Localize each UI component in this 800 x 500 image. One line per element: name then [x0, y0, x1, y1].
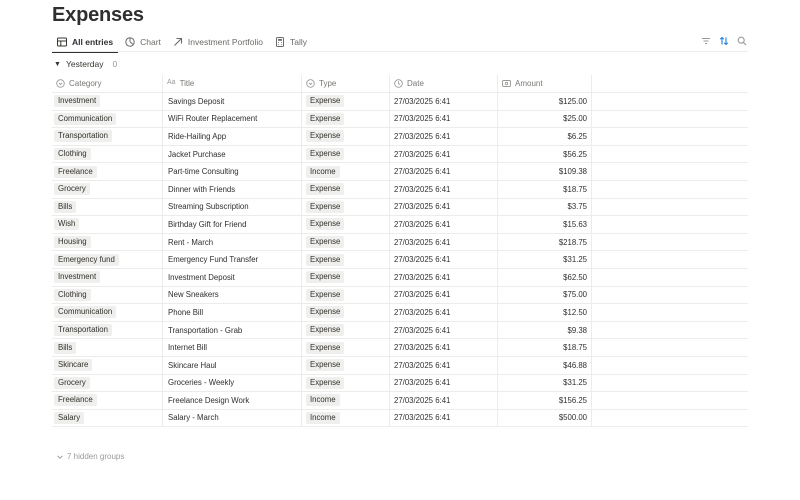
tab-all-entries[interactable] — [52, 32, 118, 52]
cell-date[interactable] — [390, 392, 498, 409]
type-tag: Expense — [306, 342, 344, 354]
category-tag: Grocery — [54, 183, 90, 195]
entries-table — [52, 75, 748, 427]
category-tag: Skincare — [54, 359, 92, 371]
type-tag: Expense — [306, 254, 344, 266]
title-text: WiFi Router Replacement — [168, 114, 258, 124]
category-tag: Clothing — [54, 148, 91, 160]
cell-date[interactable] — [390, 410, 498, 427]
date-text: 27/03/2025 6:41 — [394, 272, 451, 282]
cell-title[interactable] — [163, 93, 302, 110]
type-tag: Expense — [306, 377, 344, 389]
table-header — [52, 75, 748, 93]
amount-text: $31.25 — [563, 255, 587, 265]
table-row[interactable] — [52, 111, 748, 129]
cell-date[interactable] — [390, 216, 498, 233]
cell-empty[interactable] — [592, 375, 748, 392]
cell-type[interactable] — [302, 216, 390, 233]
date-text: 27/03/2025 6:41 — [394, 114, 451, 124]
cell-type[interactable] — [302, 234, 390, 251]
date-text: 27/03/2025 6:41 — [394, 413, 451, 423]
category-tag: Freelance — [54, 166, 97, 178]
cell-amount[interactable] — [498, 128, 592, 145]
category-tag: Communication — [54, 113, 116, 125]
table-row[interactable] — [52, 322, 748, 340]
table-row[interactable] — [52, 339, 748, 357]
cell-empty[interactable] — [592, 234, 748, 251]
cell-title[interactable] — [163, 287, 302, 304]
cell-empty[interactable] — [592, 111, 748, 128]
column-label: Category — [69, 79, 102, 88]
column-label: Type — [319, 79, 337, 88]
cell-category[interactable] — [52, 216, 163, 233]
amount-text: $3.75 — [567, 202, 587, 212]
cell-empty[interactable] — [592, 269, 748, 286]
cell-empty[interactable] — [592, 304, 748, 321]
cell-empty[interactable] — [592, 357, 748, 374]
title-text: Savings Deposit — [168, 96, 225, 106]
cell-title[interactable] — [163, 375, 302, 392]
arrow-up-right-icon — [173, 37, 183, 47]
cell-title[interactable] — [163, 392, 302, 409]
cell-type[interactable] — [302, 322, 390, 339]
amount-text: $62.50 — [563, 272, 587, 282]
cell-amount[interactable] — [498, 251, 592, 268]
date-text: 27/03/2025 6:41 — [394, 202, 451, 212]
cell-category[interactable] — [52, 357, 163, 374]
tab-tally[interactable] — [270, 32, 312, 52]
type-tag: Expense — [306, 148, 344, 160]
select-icon — [306, 79, 315, 88]
cell-title[interactable] — [163, 216, 302, 233]
cell-date[interactable] — [390, 128, 498, 145]
date-text: 27/03/2025 6:41 — [394, 360, 451, 370]
cell-date[interactable] — [390, 181, 498, 198]
cell-category[interactable] — [52, 392, 163, 409]
cell-category[interactable] — [52, 375, 163, 392]
view-toolbar — [700, 35, 748, 47]
amount-text: $156.25 — [558, 395, 587, 405]
cell-date[interactable] — [390, 339, 498, 356]
date-text: 27/03/2025 6:41 — [394, 219, 451, 229]
cell-amount[interactable] — [498, 199, 592, 216]
type-tag: Expense — [306, 359, 344, 371]
title-text: Emergency Fund Transfer — [168, 255, 259, 265]
amount-text: $25.00 — [563, 114, 587, 124]
title-text: Groceries - Weekly — [168, 378, 235, 388]
cell-amount[interactable] — [498, 357, 592, 374]
cell-type[interactable] — [302, 163, 390, 180]
cell-empty[interactable] — [592, 181, 748, 198]
cell-date[interactable] — [390, 269, 498, 286]
tab-label: Chart — [140, 37, 161, 47]
tab-chart[interactable] — [120, 32, 166, 52]
date-text: 27/03/2025 6:41 — [394, 343, 451, 353]
type-tag: Expense — [306, 218, 344, 230]
table-row[interactable] — [52, 199, 748, 217]
sort-icon[interactable] — [718, 35, 730, 47]
table-icon — [57, 37, 67, 47]
cell-category[interactable] — [52, 128, 163, 145]
title-text: Birthday Gift for Friend — [168, 219, 247, 229]
cell-category[interactable] — [52, 163, 163, 180]
cell-title[interactable] — [163, 322, 302, 339]
amount-text: $12.50 — [563, 307, 587, 317]
cell-amount[interactable] — [498, 392, 592, 409]
cell-title[interactable] — [163, 410, 302, 427]
category-tag: Emergency fund — [54, 254, 119, 266]
column-label: Amount — [515, 79, 543, 88]
title-text: Part-time Consulting — [168, 167, 239, 177]
cell-type[interactable] — [302, 146, 390, 163]
cell-type[interactable] — [302, 392, 390, 409]
cell-type[interactable] — [302, 304, 390, 321]
type-tag: Expense — [306, 289, 344, 301]
cell-amount[interactable] — [498, 163, 592, 180]
cell-amount[interactable] — [498, 304, 592, 321]
cell-type[interactable] — [302, 375, 390, 392]
cell-date[interactable] — [390, 163, 498, 180]
cell-amount[interactable] — [498, 181, 592, 198]
title-text: Rent - March — [168, 237, 214, 247]
table-row[interactable] — [52, 146, 748, 164]
cell-title[interactable] — [163, 357, 302, 374]
column-header-amount[interactable] — [498, 75, 592, 92]
title-text: Internet Bill — [168, 343, 208, 353]
tab-label: All entries — [72, 37, 114, 47]
cell-type[interactable] — [302, 269, 390, 286]
filter-icon[interactable] — [700, 35, 712, 47]
category-tag: Investment — [54, 271, 100, 283]
cell-type[interactable] — [302, 111, 390, 128]
cell-empty[interactable] — [592, 410, 748, 427]
caret-down-icon[interactable]: ▼ — [54, 60, 61, 68]
category-tag: Salary — [54, 412, 84, 424]
amount-text: $31.25 — [563, 378, 587, 388]
table-row[interactable] — [52, 216, 748, 234]
table-row[interactable] — [52, 269, 748, 287]
hidden-groups-label: 7 hidden groups — [67, 452, 125, 461]
amount-text: $56.25 — [563, 149, 587, 159]
table-row[interactable] — [52, 392, 748, 410]
column-header-type[interactable] — [302, 75, 390, 92]
hidden-groups-toggle[interactable] — [56, 452, 124, 461]
category-tag: Grocery — [54, 377, 90, 389]
category-tag: Clothing — [54, 289, 91, 301]
cell-amount[interactable] — [498, 234, 592, 251]
type-tag: Expense — [306, 113, 344, 125]
cell-title[interactable] — [163, 269, 302, 286]
cell-category[interactable] — [52, 339, 163, 356]
column-label: Title — [179, 79, 195, 88]
table-row[interactable] — [52, 128, 748, 146]
column-header-title[interactable] — [163, 75, 302, 92]
category-tag: Bills — [54, 342, 76, 354]
amount-text: $15.63 — [563, 219, 587, 229]
tab-investment-portfolio[interactable] — [168, 32, 268, 52]
cell-category[interactable] — [52, 181, 163, 198]
table-row[interactable] — [52, 163, 748, 181]
cell-date[interactable] — [390, 251, 498, 268]
cell-category[interactable] — [52, 93, 163, 110]
cell-title[interactable] — [163, 234, 302, 251]
cell-title[interactable] — [163, 251, 302, 268]
chart-icon — [125, 37, 135, 47]
amount-text: $18.75 — [563, 343, 587, 353]
cell-category[interactable] — [52, 410, 163, 427]
date-text: 27/03/2025 6:41 — [394, 131, 451, 141]
table-row[interactable] — [52, 93, 748, 111]
cell-title[interactable] — [163, 111, 302, 128]
type-tag: Expense — [306, 130, 344, 142]
cell-type[interactable] — [302, 251, 390, 268]
title-text: Freelance Design Work — [168, 395, 250, 405]
cell-category[interactable] — [52, 111, 163, 128]
search-icon[interactable] — [736, 35, 748, 47]
cell-amount[interactable] — [498, 111, 592, 128]
cell-empty[interactable] — [592, 199, 748, 216]
category-tag: Bills — [54, 201, 76, 213]
cell-amount[interactable] — [498, 287, 592, 304]
group-count: 0 — [112, 59, 118, 69]
date-text: 27/03/2025 6:41 — [394, 378, 451, 388]
cell-amount[interactable] — [498, 339, 592, 356]
table-body — [52, 93, 748, 427]
title-text: Salary - March — [168, 413, 219, 423]
amount-text: $109.38 — [558, 167, 587, 177]
amount-text: $6.25 — [567, 131, 587, 141]
cell-category[interactable] — [52, 269, 163, 286]
cell-category[interactable] — [52, 304, 163, 321]
clock-icon — [394, 79, 403, 88]
cell-empty[interactable] — [592, 216, 748, 233]
cell-amount[interactable] — [498, 410, 592, 427]
chevron-down-icon — [56, 453, 64, 461]
tab-label: Investment Portfolio — [187, 37, 264, 47]
amount-text: $125.00 — [558, 96, 587, 106]
cell-amount[interactable] — [498, 269, 592, 286]
cell-category[interactable] — [52, 234, 163, 251]
cell-amount[interactable] — [498, 322, 592, 339]
column-header-date[interactable] — [390, 75, 498, 92]
cell-empty[interactable] — [592, 163, 748, 180]
cell-amount[interactable] — [498, 93, 592, 110]
group-label: Yesterday — [66, 59, 104, 69]
amount-text: $218.75 — [558, 237, 587, 247]
cell-date[interactable] — [390, 111, 498, 128]
amount-text: $500.00 — [558, 413, 587, 423]
table-row[interactable] — [52, 410, 748, 428]
amount-text: $46.88 — [563, 360, 587, 370]
date-text: 27/03/2025 6:41 — [394, 184, 451, 194]
date-text: 27/03/2025 6:41 — [394, 325, 451, 335]
cell-amount[interactable] — [498, 216, 592, 233]
cell-date[interactable] — [390, 93, 498, 110]
cell-date[interactable] — [390, 357, 498, 374]
table-row[interactable] — [52, 181, 748, 199]
category-tag: Wish — [54, 218, 79, 230]
number-icon — [502, 79, 511, 88]
cell-title[interactable] — [163, 339, 302, 356]
title-text: Streaming Subscription — [168, 202, 249, 212]
amount-text: $18.75 — [563, 184, 587, 194]
cell-type[interactable] — [302, 357, 390, 374]
cell-category[interactable] — [52, 146, 163, 163]
calculator-icon — [275, 37, 285, 47]
table-row[interactable] — [52, 375, 748, 393]
type-tag: Income — [306, 394, 340, 406]
date-text: 27/03/2025 6:41 — [394, 255, 451, 265]
category-tag: Investment — [54, 95, 100, 107]
cell-empty[interactable] — [592, 287, 748, 304]
cell-type[interactable] — [302, 93, 390, 110]
cell-title[interactable] — [163, 146, 302, 163]
title-text: Jacket Purchase — [168, 149, 226, 159]
cell-category[interactable] — [52, 287, 163, 304]
type-tag: Expense — [306, 95, 344, 107]
cell-empty[interactable] — [592, 251, 748, 268]
date-text: 27/03/2025 6:41 — [394, 96, 451, 106]
cell-date[interactable] — [390, 234, 498, 251]
cell-empty[interactable] — [592, 392, 748, 409]
tabs-divider — [52, 51, 748, 52]
type-tag: Expense — [306, 306, 344, 318]
cell-title[interactable] — [163, 163, 302, 180]
cell-amount[interactable] — [498, 146, 592, 163]
title-text: Skincare Haul — [168, 360, 217, 370]
type-tag: Expense — [306, 183, 344, 195]
category-tag: Transportation — [54, 130, 112, 142]
tab-label: Tally — [290, 37, 308, 47]
amount-text: $75.00 — [563, 290, 587, 300]
view-tabs — [52, 32, 314, 52]
cell-date[interactable] — [390, 199, 498, 216]
cell-amount[interactable] — [498, 375, 592, 392]
cell-title[interactable] — [163, 304, 302, 321]
cell-type[interactable] — [302, 410, 390, 427]
cell-category[interactable] — [52, 199, 163, 216]
type-tag: Expense — [306, 271, 344, 283]
cell-type[interactable] — [302, 181, 390, 198]
group-header-yesterday[interactable] — [54, 58, 117, 70]
amount-text: $9.38 — [567, 325, 587, 335]
column-label: Date — [407, 79, 424, 88]
date-text: 27/03/2025 6:41 — [394, 395, 451, 405]
cell-empty[interactable] — [592, 322, 748, 339]
cell-type[interactable] — [302, 128, 390, 145]
category-tag: Communication — [54, 306, 116, 318]
title-text: Transportation - Grab — [168, 325, 243, 335]
type-tag: Income — [306, 166, 340, 178]
type-tag: Expense — [306, 236, 344, 248]
column-header-empty — [592, 75, 748, 92]
title-text: Phone Bill — [168, 307, 204, 317]
table-row[interactable] — [52, 251, 748, 269]
cell-type[interactable] — [302, 287, 390, 304]
type-tag: Income — [306, 412, 340, 424]
cell-date[interactable] — [390, 304, 498, 321]
date-text: 27/03/2025 6:41 — [394, 149, 451, 159]
type-tag: Expense — [306, 201, 344, 213]
column-header-category[interactable] — [52, 75, 163, 92]
date-text: 27/03/2025 6:41 — [394, 290, 451, 300]
date-text: 27/03/2025 6:41 — [394, 167, 451, 177]
cell-empty[interactable] — [592, 93, 748, 110]
title-text: Ride-Hailing App — [168, 131, 227, 141]
title-text: Investment Deposit — [168, 272, 235, 282]
cell-date[interactable] — [390, 322, 498, 339]
cell-type[interactable] — [302, 199, 390, 216]
category-tag: Housing — [54, 236, 91, 248]
table-row[interactable] — [52, 304, 748, 322]
cell-title[interactable] — [163, 181, 302, 198]
date-text: 27/03/2025 6:41 — [394, 237, 451, 247]
category-tag: Freelance — [54, 394, 97, 406]
cell-date[interactable] — [390, 375, 498, 392]
select-icon — [56, 79, 65, 88]
table-row[interactable] — [52, 357, 748, 375]
category-tag: Transportation — [54, 324, 112, 336]
title-text: New Sneakers — [168, 290, 219, 300]
date-text: 27/03/2025 6:41 — [394, 307, 451, 317]
cell-title[interactable] — [163, 199, 302, 216]
cell-date[interactable] — [390, 287, 498, 304]
cell-category[interactable] — [52, 251, 163, 268]
table-row[interactable] — [52, 287, 748, 305]
page-title: Expenses — [52, 4, 144, 26]
cell-empty[interactable] — [592, 339, 748, 356]
cell-category[interactable] — [52, 322, 163, 339]
cell-empty[interactable] — [592, 146, 748, 163]
cell-date[interactable] — [390, 146, 498, 163]
cell-empty[interactable] — [592, 128, 748, 145]
text-icon: Aa — [167, 79, 176, 86]
cell-type[interactable] — [302, 339, 390, 356]
type-tag: Expense — [306, 324, 344, 336]
title-text: Dinner with Friends — [168, 184, 236, 194]
cell-title[interactable] — [163, 128, 302, 145]
table-row[interactable] — [52, 234, 748, 252]
